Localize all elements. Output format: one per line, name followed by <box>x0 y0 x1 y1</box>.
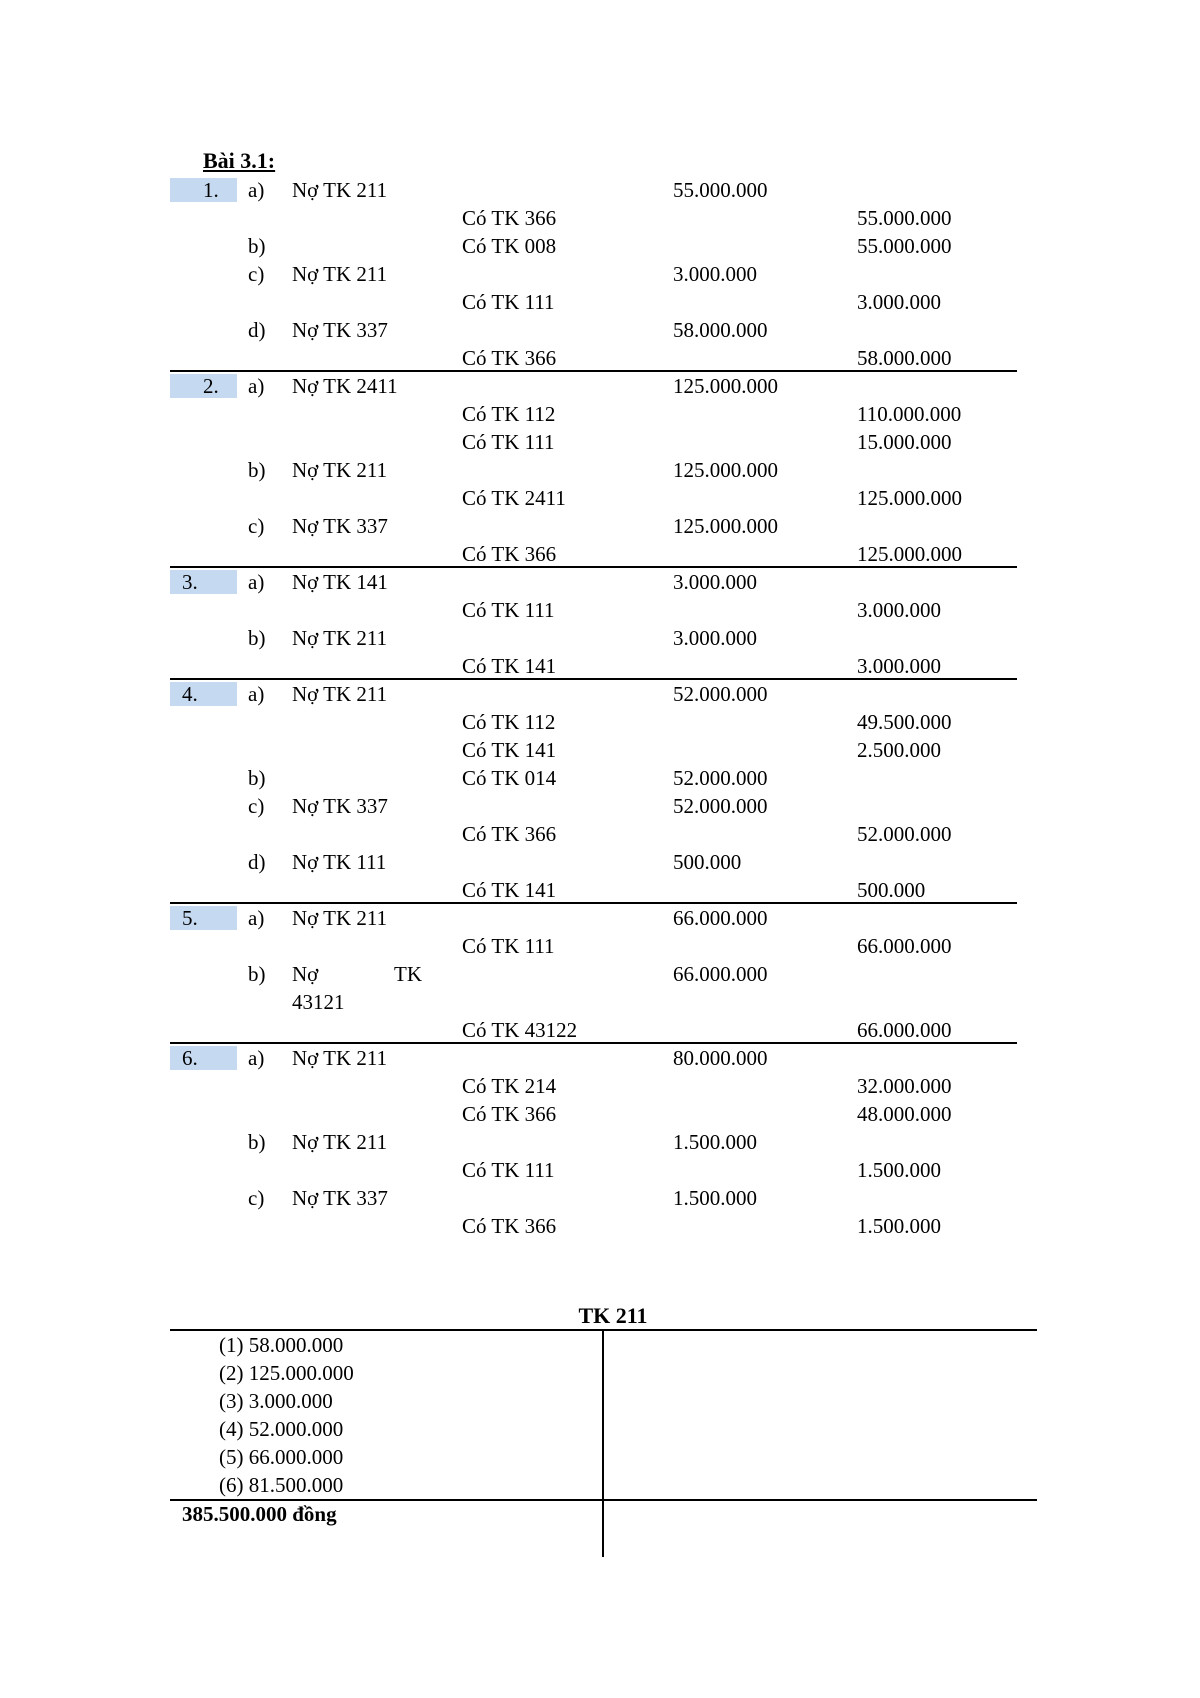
journal-row <box>0 820 1200 848</box>
journal-row <box>0 344 1200 372</box>
journal-row <box>0 960 1200 1014</box>
sub-label: b) <box>248 1130 266 1154</box>
debit-account: Nợ TK 337 <box>292 794 388 818</box>
debit-amount: 3.000.000 <box>673 262 757 286</box>
journal-row <box>0 484 1200 512</box>
debit-account: Nợ TK 211 <box>292 1046 388 1070</box>
credit-amount: 3.000.000 <box>857 654 941 678</box>
entry-number <box>170 1046 237 1070</box>
credit-amount: 66.000.000 <box>857 1018 952 1042</box>
journal-row <box>0 204 1200 232</box>
journal-row <box>0 932 1200 960</box>
credit-account: Có TK 366 <box>462 1102 557 1126</box>
debit-account: Nợ TK 337 <box>292 318 388 342</box>
journal-row <box>0 232 1200 260</box>
credit-amount: 52.000.000 <box>857 822 952 846</box>
credit-account: Có TK 111 <box>462 430 555 454</box>
credit-account: Có TK 141 <box>462 878 557 902</box>
t-account-entry: (1) 58.000.000 <box>219 1333 344 1357</box>
t-account-entry: (3) 3.000.000 <box>219 1389 333 1413</box>
entry-number <box>170 374 237 398</box>
sub-label: c) <box>248 262 265 286</box>
t-account-title: TK 211 <box>578 1303 648 1328</box>
journal-row <box>0 624 1200 652</box>
debit-amount: 3.000.000 <box>673 570 757 594</box>
credit-amount: 1.500.000 <box>857 1214 941 1238</box>
debit-amount: 125.000.000 <box>673 458 778 482</box>
debit-account: Nợ TK 211 <box>292 458 388 482</box>
journal-row <box>0 1100 1200 1128</box>
entry-number <box>170 178 237 202</box>
journal-row <box>0 288 1200 316</box>
debit-amount: 80.000.000 <box>673 1046 768 1070</box>
debit-amount: 66.000.000 <box>673 906 768 930</box>
debit-amount: 66.000.000 <box>673 962 768 986</box>
credit-amount: 15.000.000 <box>857 430 952 454</box>
debit-account: Nợ TK 337 <box>292 514 388 538</box>
sub-label: a) <box>248 1046 265 1070</box>
debit-amount: 500.000 <box>673 850 742 874</box>
credit-amount: 55.000.000 <box>857 234 952 258</box>
debit-amount: 52.000.000 <box>673 794 768 818</box>
credit-amount: 66.000.000 <box>857 934 952 958</box>
sub-label: c) <box>248 794 265 818</box>
sub-label: a) <box>248 374 265 398</box>
journal-row <box>0 260 1200 288</box>
journal-row <box>0 1212 1200 1240</box>
credit-amount: 500.000 <box>857 878 926 902</box>
sub-label: b) <box>248 234 266 258</box>
entry-number-label: 4. <box>182 682 198 706</box>
debit-account: Nợ TK 141 <box>292 570 388 594</box>
journal-row <box>0 904 1200 932</box>
journal-row <box>0 680 1200 708</box>
journal-row <box>0 1156 1200 1184</box>
credit-account: Có TK 214 <box>462 1074 557 1098</box>
entry-number <box>170 682 237 706</box>
credit-account: Có TK 2411 <box>462 486 566 510</box>
debit-account: Nợ TK 211 <box>292 682 388 706</box>
credit-account: Có TK 366 <box>462 346 557 370</box>
journal-row <box>0 1044 1200 1072</box>
entry-number-label: 6. <box>182 1046 198 1070</box>
entry-number <box>170 570 237 594</box>
credit-account: Có TK 141 <box>462 654 557 678</box>
credit-account: Có TK 111 <box>462 598 555 622</box>
credit-account: Có TK 366 <box>462 206 557 230</box>
debit-amount: 125.000.000 <box>673 514 778 538</box>
journal-row <box>0 512 1200 540</box>
journal-row <box>0 400 1200 428</box>
sub-label: b) <box>248 962 266 986</box>
journal-row <box>0 568 1200 596</box>
credit-amount: 3.000.000 <box>857 598 941 622</box>
journal-row <box>0 1016 1200 1044</box>
debit-amount: 3.000.000 <box>673 626 757 650</box>
journal-row <box>0 876 1200 904</box>
debit-account: Nợ TK 211 <box>292 626 388 650</box>
t-account-entry: (6) 81.500.000 <box>219 1473 344 1497</box>
credit-account: Có TK 43122 <box>462 1018 578 1042</box>
journal-row <box>0 736 1200 764</box>
debit-amount: 52.000.000 <box>673 682 768 706</box>
debit-account: Nợ TK 211 <box>292 906 388 930</box>
sub-label: a) <box>248 906 265 930</box>
journal-row <box>0 316 1200 344</box>
entry-number-label: 1. <box>203 178 219 202</box>
debit-account: Nợ TK 43121 <box>292 962 422 1014</box>
credit-amount: 125.000.000 <box>857 486 962 510</box>
credit-amount: 2.500.000 <box>857 738 941 762</box>
credit-account: Có TK 111 <box>462 1158 555 1182</box>
journal-row <box>0 428 1200 456</box>
sub-label: d) <box>248 318 266 342</box>
sub-label: c) <box>248 1186 265 1210</box>
debit-amount: 1.500.000 <box>673 1186 757 1210</box>
sub-label: b) <box>248 458 266 482</box>
credit-account: Có TK 008 <box>462 234 557 258</box>
credit-amount: 125.000.000 <box>857 542 962 566</box>
journal-row <box>0 456 1200 484</box>
exercise-title: Bài 3.1: <box>203 148 276 173</box>
debit-account: Nợ TK 2411 <box>292 374 398 398</box>
credit-amount: 55.000.000 <box>857 206 952 230</box>
debit-account: Nợ TK 211 <box>292 178 388 202</box>
debit-account: Nợ TK 211 <box>292 262 388 286</box>
credit-account: Có TK 111 <box>462 290 555 314</box>
debit-amount: 58.000.000 <box>673 318 768 342</box>
credit-amount: 32.000.000 <box>857 1074 952 1098</box>
journal-row <box>0 1184 1200 1212</box>
journal-row <box>0 176 1200 204</box>
entry-number <box>170 906 237 930</box>
journal-row <box>0 652 1200 680</box>
journal-row <box>0 848 1200 876</box>
journal-row <box>0 540 1200 568</box>
credit-account: Có TK 112 <box>462 402 556 426</box>
sub-label: a) <box>248 682 265 706</box>
t-account-entry: (5) 66.000.000 <box>219 1445 344 1469</box>
sub-label: a) <box>248 570 265 594</box>
credit-account: Có TK 141 <box>462 738 557 762</box>
credit-account: Có TK 014 <box>462 766 557 790</box>
credit-amount: 49.500.000 <box>857 710 952 734</box>
credit-account: Có TK 111 <box>462 934 555 958</box>
credit-amount: 3.000.000 <box>857 290 941 314</box>
sub-label: c) <box>248 514 265 538</box>
t-account-divider <box>602 1329 604 1557</box>
entry-number-label: 5. <box>182 906 198 930</box>
debit-amount: 1.500.000 <box>673 1130 757 1154</box>
entry-number-label: 2. <box>203 374 219 398</box>
journal-row <box>0 596 1200 624</box>
t-account-total: 385.500.000 đồng <box>182 1502 337 1526</box>
credit-amount: 110.000.000 <box>857 402 962 426</box>
credit-account: Có TK 112 <box>462 710 556 734</box>
journal-row <box>0 1128 1200 1156</box>
credit-account: Có TK 366 <box>462 1214 557 1238</box>
journal-row <box>0 792 1200 820</box>
credit-amount: 1.500.000 <box>857 1158 941 1182</box>
journal-row <box>0 708 1200 736</box>
sub-label: a) <box>248 178 265 202</box>
debit-amount: 125.000.000 <box>673 374 778 398</box>
debit-account: Nợ TK 211 <box>292 1130 388 1154</box>
debit-amount: 52.000.000 <box>673 766 768 790</box>
credit-account: Có TK 366 <box>462 542 557 566</box>
journal-row <box>0 1072 1200 1100</box>
entry-number-label: 3. <box>182 570 198 594</box>
debit-account: Nợ TK 111 <box>292 850 387 874</box>
journal-row <box>0 764 1200 792</box>
sub-label: b) <box>248 766 266 790</box>
credit-amount: 48.000.000 <box>857 1102 952 1126</box>
t-account-entry: (4) 52.000.000 <box>219 1417 344 1441</box>
sub-label: b) <box>248 626 266 650</box>
journal-row <box>0 372 1200 400</box>
debit-account: Nợ TK 337 <box>292 1186 388 1210</box>
debit-amount: 55.000.000 <box>673 178 768 202</box>
credit-amount: 58.000.000 <box>857 346 952 370</box>
credit-account: Có TK 366 <box>462 822 557 846</box>
sub-label: d) <box>248 850 266 874</box>
t-account-entry: (2) 125.000.000 <box>219 1361 354 1385</box>
